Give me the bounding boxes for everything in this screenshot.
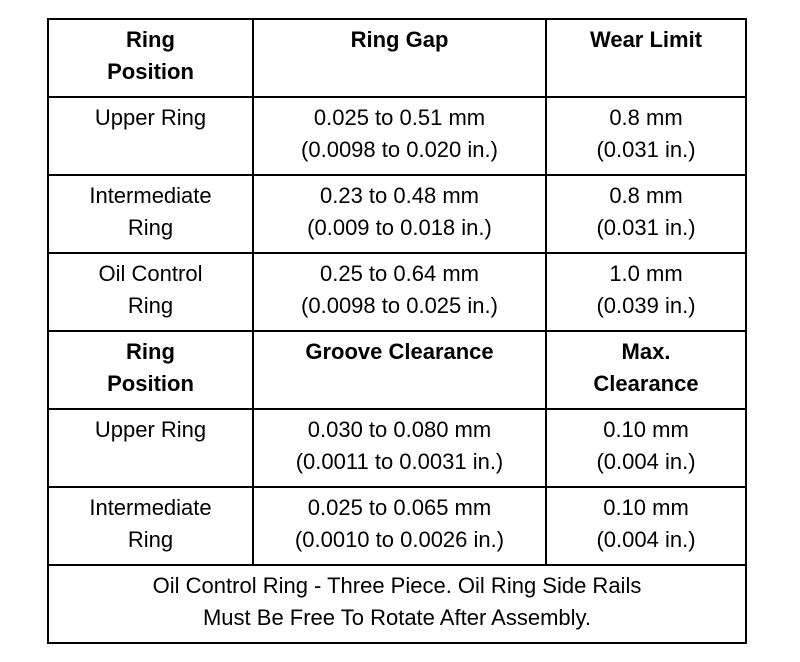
max-clearance-cell xyxy=(546,409,746,487)
note-line: Must Be Free To Rotate After Assembly. xyxy=(202,605,592,630)
ring-gap-header-row xyxy=(48,19,746,97)
ring-position-cell xyxy=(48,253,253,331)
table-row xyxy=(48,253,746,331)
ring-gap-cell xyxy=(253,253,546,331)
header-line: Ring xyxy=(126,27,175,52)
cell-line: (0.039 in.) xyxy=(596,293,696,318)
cell-line: 0.8 mm xyxy=(609,105,683,130)
cell-line: 0.23 to 0.48 mm xyxy=(320,183,479,208)
cell-line: (0.009 to 0.018 in.) xyxy=(307,215,492,240)
table-row xyxy=(48,487,746,565)
header-line: Position xyxy=(107,371,194,396)
header-line: Groove Clearance xyxy=(305,339,494,364)
header-line: Ring Gap xyxy=(350,27,449,52)
max-clearance-header xyxy=(546,331,746,409)
cell-line: 0.025 to 0.065 mm xyxy=(307,495,492,520)
cell-line: 0.030 to 0.080 mm xyxy=(307,417,492,442)
ring-gap-cell xyxy=(253,97,546,175)
ring-gap-cell xyxy=(253,175,546,253)
cell-line: Ring xyxy=(127,527,174,552)
ring-position-header xyxy=(48,19,253,97)
header-line: Ring xyxy=(126,339,175,364)
cell-line: (0.004 in.) xyxy=(596,527,696,552)
cell-line: Intermediate xyxy=(89,495,212,520)
wear-limit-cell xyxy=(546,253,746,331)
cell-line: (0.0010 to 0.0026 in.) xyxy=(294,527,505,552)
table-row xyxy=(48,97,746,175)
ring-position-header xyxy=(48,331,253,409)
cell-line: (0.0098 to 0.025 in.) xyxy=(301,293,498,318)
max-clearance-cell xyxy=(546,487,746,565)
header-line: Wear Limit xyxy=(589,27,703,52)
cell-line: (0.031 in.) xyxy=(596,137,696,162)
cell-line: Ring xyxy=(127,293,174,318)
ring-position-cell xyxy=(48,409,253,487)
groove-clearance-cell xyxy=(253,409,546,487)
cell-line: 0.10 mm xyxy=(603,417,689,442)
cell-line: (0.004 in.) xyxy=(596,449,696,474)
header-line: Clearance xyxy=(593,371,699,396)
cell-line: 1.0 mm xyxy=(609,261,683,286)
ring-position-cell xyxy=(48,175,253,253)
table-row xyxy=(48,409,746,487)
ring-gap-header xyxy=(253,19,546,97)
cell-line: 0.025 to 0.51 mm xyxy=(313,105,486,130)
table-row xyxy=(48,175,746,253)
ring-position-cell xyxy=(48,97,253,175)
cell-line: 0.8 mm xyxy=(609,183,683,208)
cell-line: Oil Control xyxy=(98,261,203,286)
header-line: Position xyxy=(107,59,194,84)
assembly-note xyxy=(48,565,746,643)
cell-line: (0.0098 to 0.020 in.) xyxy=(301,137,498,162)
groove-clearance-header xyxy=(253,331,546,409)
cell-line: Upper Ring xyxy=(94,417,207,442)
ring-position-cell xyxy=(48,487,253,565)
cell-line: (0.031 in.) xyxy=(596,215,696,240)
note-line: Oil Control Ring - Three Piece. Oil Ring Side Rails xyxy=(152,573,642,598)
groove-clearance-header-row xyxy=(48,331,746,409)
cell-line: 0.25 to 0.64 mm xyxy=(320,261,479,286)
cell-line: Upper Ring xyxy=(94,105,207,130)
wear-limit-cell xyxy=(546,175,746,253)
wear-limit-cell xyxy=(546,97,746,175)
header-line: Max. xyxy=(621,339,671,364)
cell-line: (0.0011 to 0.0031 in.) xyxy=(295,449,504,474)
piston-ring-spec-table xyxy=(47,18,747,644)
cell-line: Intermediate xyxy=(89,183,212,208)
cell-line: 0.10 mm xyxy=(603,495,689,520)
wear-limit-header xyxy=(546,19,746,97)
groove-clearance-cell xyxy=(253,487,546,565)
cell-line: Ring xyxy=(127,215,174,240)
assembly-note-row xyxy=(48,565,746,643)
